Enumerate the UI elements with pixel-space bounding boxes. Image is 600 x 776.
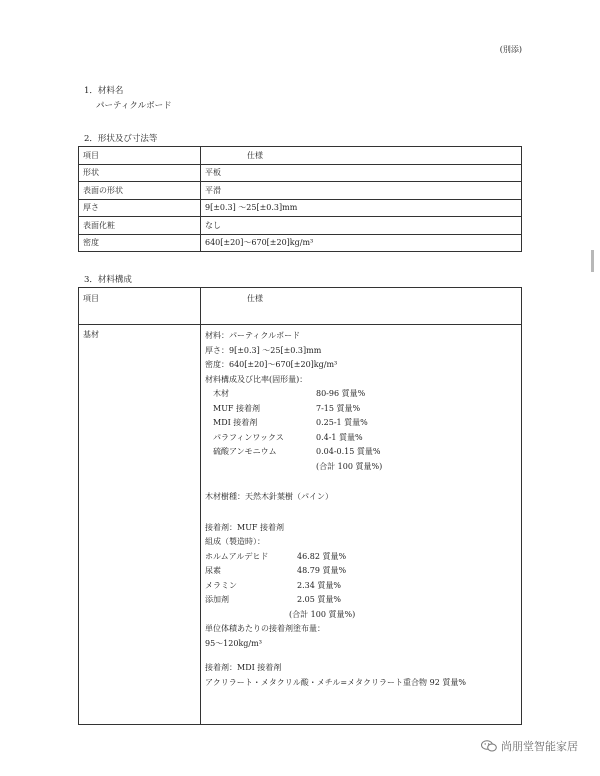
- row-value: なし: [201, 217, 522, 235]
- header-spec: 仕様: [201, 147, 522, 165]
- component-name: MDI 接着剤: [213, 418, 258, 427]
- table-row: [79, 164, 522, 182]
- spacer: [205, 505, 517, 521]
- spec-text: [205, 329, 517, 690]
- component-value: 80-96 質量%: [316, 389, 366, 398]
- section-2-title: 2．形状及び寸法等: [84, 134, 158, 144]
- adhesive-component-row: [205, 593, 517, 608]
- component-name: 硫酸アンモニウム: [213, 447, 277, 456]
- adhesive-2: 接着剤：MDI 接着剤: [205, 663, 282, 672]
- coating-value: 95～120kg/m³: [205, 638, 262, 648]
- component-row: [205, 402, 517, 417]
- adhesive-component-name: 添加剤: [205, 595, 229, 604]
- row-value: 640[±20]～670[±20]kg/m³: [201, 234, 522, 252]
- adhesive-component-value: 2.34 質量%: [297, 580, 341, 590]
- header-item: 項目: [79, 288, 201, 325]
- row-label: 密度: [79, 234, 201, 252]
- component-value: 0.4-1 質量%: [316, 432, 363, 442]
- component-row: [205, 416, 517, 431]
- table-row: [79, 234, 522, 252]
- row-value: 平板: [201, 164, 522, 182]
- adhesive-component-row: [205, 550, 517, 565]
- spec-density: 密度：640[±20]～670[±20]kg/m³: [205, 360, 338, 369]
- component-name: MUF 接着剤: [213, 403, 261, 413]
- watermark-text: 尚朋堂智能家居: [501, 740, 578, 753]
- row-label: 厚さ: [79, 199, 201, 217]
- table-row: [79, 199, 522, 217]
- spacer: [205, 651, 517, 661]
- component-row: [205, 387, 517, 402]
- spacer: [205, 474, 517, 490]
- table-header-row: [79, 147, 522, 165]
- component-total: (合計 100 質量%): [316, 461, 383, 471]
- component-row: [205, 445, 517, 460]
- adhesive-2-desc: アクリラート・メタクリル酸・メチル=メタクリラート重合物 92 質量%: [205, 677, 466, 687]
- section-1-title: 1．材料名: [84, 86, 124, 96]
- row-value: 平滑: [201, 182, 522, 200]
- row-label: 表面化粧: [79, 217, 201, 235]
- spec-material: 材料：パーティクルボード: [205, 331, 301, 340]
- shape-dimensions-table: [78, 146, 522, 252]
- section-3-title: 3．材料構成: [84, 275, 132, 285]
- adhesive-component-value: 46.82 質量%: [297, 551, 347, 561]
- adhesive-component-name: 尿素: [205, 566, 221, 575]
- table-row: [79, 217, 522, 235]
- row-label: 表面の形状: [79, 182, 201, 200]
- component-value: 0.25-1 質量%: [316, 418, 368, 427]
- component-name: 木材: [213, 389, 229, 398]
- watermark: [481, 738, 578, 754]
- table-row: [79, 182, 522, 200]
- spec-cell: [201, 325, 522, 725]
- adhesive-1-total: (合計 100 質量%): [289, 609, 356, 619]
- composition-table: [78, 287, 522, 725]
- wood-species: 木材樹種：天然木針葉樹（パイン）: [205, 492, 333, 501]
- wechat-icon: [481, 740, 497, 752]
- adhesive-component-value: 2.05 質量%: [297, 595, 341, 604]
- row-label: 基材: [79, 325, 201, 725]
- table-row: [79, 325, 522, 725]
- table-header-row: [79, 288, 522, 325]
- adhesive-1-comp-title: 組成（製造時）：: [205, 537, 265, 546]
- component-value: 0.04-0.15 質量%: [316, 447, 381, 456]
- row-value: 9[±0.3] ～25[±0.3]mm: [201, 199, 522, 217]
- material-name: パーティクルボード: [96, 101, 172, 111]
- adhesive-component-row: [205, 579, 517, 594]
- adhesive-component-name: メラミン: [205, 580, 237, 590]
- spec-thickness: 厚さ：9[±0.3] ～25[±0.3]mm: [205, 345, 322, 355]
- row-label: 形状: [79, 164, 201, 182]
- adhesive-component-name: ホルムアルデヒド: [205, 551, 269, 561]
- page-edge-mark: [591, 250, 594, 272]
- adhesive-component-value: 48.79 質量%: [297, 566, 347, 575]
- component-value: 7-15 質量%: [316, 403, 361, 413]
- component-row: [205, 431, 517, 446]
- header-item: 項目: [79, 147, 201, 165]
- attachment-label: (別添): [499, 45, 522, 54]
- header-spec: 仕様: [201, 288, 522, 325]
- adhesive-component-row: [205, 564, 517, 579]
- coating-title: 単位体積あたりの接着剤塗布量：: [205, 624, 325, 633]
- adhesive-1: 接着剤：MUF 接着剤: [205, 522, 285, 532]
- spec-ratio-title: 材料構成及び比率(固形量)：: [205, 374, 308, 384]
- component-name: パラフィンワックス: [213, 432, 284, 442]
